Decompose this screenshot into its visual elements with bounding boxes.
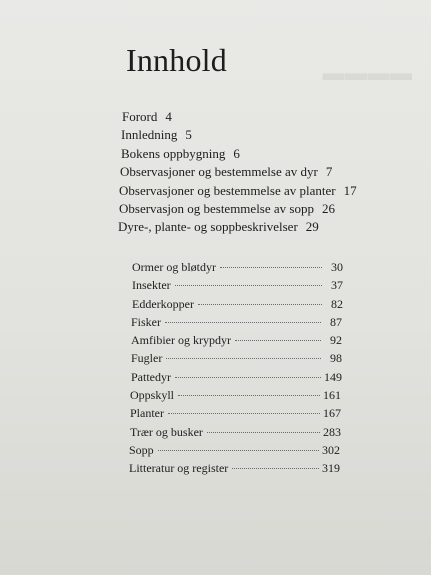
subtoc-entry — [130, 404, 341, 422]
toc-entry — [119, 182, 357, 200]
dot-leader — [175, 377, 321, 378]
subtoc-entry-page: 302 — [322, 442, 340, 457]
toc-entry-label: Observasjoner og bestemmelse av planter — [119, 182, 336, 198]
toc-entry — [121, 145, 359, 163]
dot-leader — [178, 395, 320, 396]
dot-leader — [198, 304, 322, 305]
dot-leader — [168, 413, 320, 414]
subtoc-entry-page: 319 — [322, 461, 340, 476]
toc-entry-page: 26 — [321, 201, 335, 217]
subtoc-entry — [130, 423, 341, 441]
toc-entry — [122, 108, 360, 126]
toc-entry-label: Bokens oppbygning — [121, 145, 226, 161]
subtoc-entry — [131, 349, 342, 367]
dot-leader — [207, 432, 320, 433]
dot-leader — [220, 267, 322, 268]
subtoc-entry-page: 87 — [330, 314, 342, 329]
subtoc-entry-label: Litteratur og register — [129, 461, 229, 476]
subtoc-entry-label: Planter — [130, 406, 164, 421]
subtoc-entry-page: 283 — [323, 424, 341, 439]
subtoc-entry-label: Oppskyll — [130, 388, 175, 403]
subtoc-entry-label: Amfibier og krypdyr — [131, 333, 231, 348]
subtoc-entry — [132, 258, 343, 276]
subtoc-entry — [130, 386, 341, 404]
subtoc-entry-label: Insekter — [132, 278, 171, 293]
subtoc-entry-page: 98 — [330, 351, 342, 366]
subtoc-entry-page: 37 — [331, 278, 343, 293]
page-title: Innhold — [126, 42, 227, 78]
toc-entry-page: 17 — [343, 182, 357, 198]
toc-entry — [120, 163, 358, 181]
subtoc-entry-label: Trær og busker — [130, 424, 203, 439]
toc-entry — [119, 200, 357, 218]
toc-entry — [121, 126, 359, 144]
subtoc-entry — [131, 331, 342, 349]
subtoc-entry — [129, 441, 340, 459]
table-of-contents — [118, 108, 360, 237]
toc-entry-label: Observasjoner og bestemmelse av dyr — [120, 164, 318, 180]
subtoc-entry-label: Fisker — [131, 314, 161, 329]
subtoc-entry-page: 92 — [330, 333, 342, 348]
toc-entry-page: 5 — [185, 127, 192, 143]
toc-entry-label: Innledning — [121, 127, 178, 143]
facing-page-show-through: ▬▬▬▬ — [322, 60, 412, 85]
dot-leader — [166, 358, 321, 359]
subtoc-entry — [131, 368, 342, 386]
dot-leader — [235, 340, 321, 341]
dot-leader — [232, 468, 319, 469]
subtoc-entry-label: Fugler — [131, 351, 163, 366]
sub-table-of-contents — [129, 258, 343, 478]
subtoc-entry-page: 82 — [331, 296, 343, 311]
subtoc-entry-label: Pattedyr — [131, 369, 171, 384]
toc-entry-page: 4 — [165, 109, 172, 124]
subtoc-entry — [132, 276, 343, 294]
toc-entry-page: 29 — [305, 219, 319, 235]
toc-entry-page: 6 — [233, 145, 240, 161]
subtoc-entry-page: 161 — [323, 388, 341, 403]
dot-leader — [175, 285, 322, 286]
toc-entry-label: Dyre-, plante- og soppbeskrivelser — [118, 219, 298, 235]
subtoc-entry — [132, 295, 343, 313]
toc-entry-page: 7 — [325, 164, 333, 180]
subtoc-entry — [131, 313, 342, 331]
subtoc-entry-page: 167 — [323, 406, 341, 421]
toc-entry-label: Observasjon og bestemmelse av sopp — [119, 201, 314, 217]
subtoc-entry-label: Ormer og bløtdyr — [132, 260, 216, 274]
toc-entry — [118, 218, 356, 236]
dot-leader — [165, 322, 321, 323]
subtoc-entry-label: Sopp — [129, 442, 154, 457]
dot-leader — [158, 450, 319, 451]
toc-entry-label: Forord — [122, 109, 158, 124]
subtoc-entry — [129, 459, 340, 477]
subtoc-entry-page: 30 — [331, 260, 343, 274]
subtoc-entry-page: 149 — [324, 369, 342, 384]
subtoc-entry-label: Edderkopper — [132, 296, 194, 311]
